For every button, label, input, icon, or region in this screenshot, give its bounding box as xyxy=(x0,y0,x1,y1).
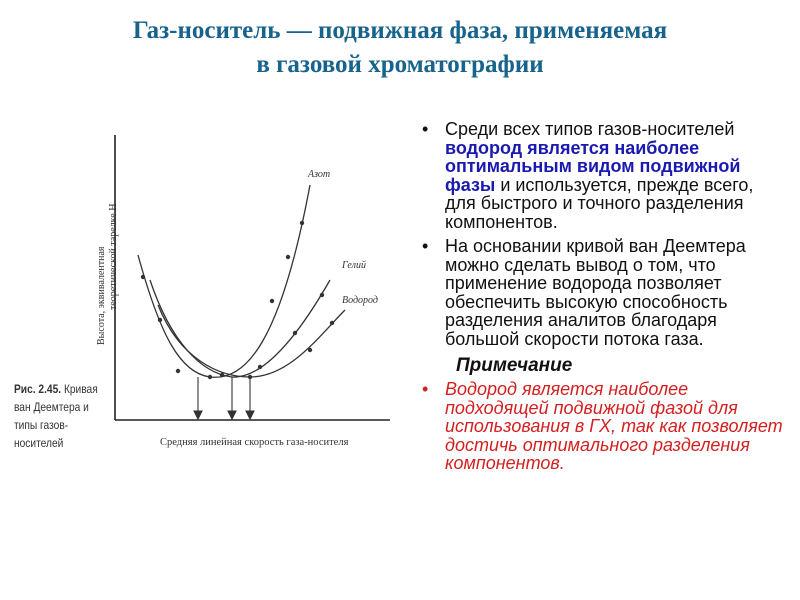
note-bullet xyxy=(418,380,788,473)
bullet-1-text-b: и используется, прежде всего, для быстрого и точного разделения компонентов. xyxy=(445,174,754,232)
hydrogen-curve xyxy=(158,305,345,377)
bullet-1-text-a: Среди всех типов газов-носителей xyxy=(445,119,735,139)
note-text: Водород является наиболее подходящей подвижной фазой для использования в ГХ, так как позволяет достичь оптимального разделения компонентов. xyxy=(445,379,783,473)
y-axis-label-2: теоретической тарелке Н xyxy=(108,203,119,310)
bullet-1 xyxy=(418,120,788,231)
text-column xyxy=(418,120,788,479)
bullet-icon: • xyxy=(422,119,429,139)
caption-prefix: Рис. 2.45. xyxy=(14,382,62,396)
title-line-2: в газовой хроматографии xyxy=(256,51,544,78)
curve-markers xyxy=(141,221,334,379)
bullet-2-text: На основании кривой ван Деемтера можно сделать вывод о том, что применение водорода позволяет обеспечить высокую способность разделения аналитов благодаря большой скорости потока газа. xyxy=(445,236,746,349)
title-line-1: Газ-носитель — подвижная фаза, применяемая xyxy=(132,17,668,44)
helium-label: Гелий xyxy=(342,260,366,271)
minimum-arrows xyxy=(194,377,254,419)
helium-curve xyxy=(150,280,330,377)
bullet-1-highlight: водород является наиболее оптимальным видом подвижной фазы xyxy=(445,137,741,195)
bullet-icon: • xyxy=(422,379,429,399)
x-axis-label: Средняя линейная скорость газа-носителя xyxy=(160,437,349,448)
bullet-2 xyxy=(418,237,788,348)
slide-title xyxy=(30,14,770,82)
hydrogen-label: Водород xyxy=(342,295,378,306)
caption-text: Кривая ван Деемтера и типы газов-носителей xyxy=(14,382,98,450)
nitrogen-curve xyxy=(138,185,310,377)
y-axis-label-1: Высота, эквивалентная xyxy=(96,246,107,345)
figure-caption xyxy=(14,380,108,452)
note-heading: Примечание xyxy=(456,355,573,376)
nitrogen-label: Азот xyxy=(308,169,331,180)
bullet-icon: • xyxy=(422,236,429,256)
